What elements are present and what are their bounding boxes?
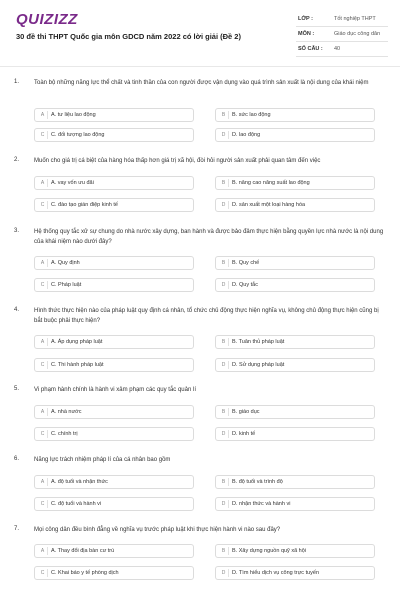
question-number: 6. (14, 456, 20, 462)
option-text: C. Thi hành pháp luật (51, 362, 104, 368)
question-text: Toàn bộ những năng lực thể chất và tinh thần của con người được vận dụng vào quá trình sản xuất là nội dung của khái niệm (34, 80, 369, 86)
question-text: Hệ thống quy tắc xử sự chung do nhà nước xây dựng, ban hành và được bảo đảm thực hiện bằng quyền lực nhà nước là nội dung của khái niệm nào dưới đây? (34, 229, 384, 245)
option-a[interactable] (34, 335, 194, 349)
option-text: A. Quy định (51, 260, 80, 266)
option-a[interactable] (34, 544, 194, 558)
option-text: D. Tìm hiểu dịch vụ công trực tuyến (232, 570, 320, 576)
option-b[interactable] (215, 475, 375, 489)
option-a[interactable] (34, 475, 194, 489)
question-number: 1. (14, 79, 20, 85)
option-c[interactable] (34, 278, 194, 292)
class-value: Tốt nghiệp THPT (334, 16, 376, 22)
option-letter: A (38, 111, 48, 119)
option-text: A. nhà nước (51, 409, 82, 415)
quizizz-logo: QUIZIZZ (16, 11, 78, 28)
option-d[interactable] (215, 566, 375, 580)
option-d[interactable] (215, 278, 375, 292)
divider (296, 41, 388, 42)
question-text: Năng lực trách nhiệm pháp lí của cá nhân bao gồm (34, 457, 171, 463)
option-b[interactable] (215, 335, 375, 349)
option-c[interactable] (34, 427, 194, 441)
option-text: D. Sử dụng pháp luật (232, 362, 285, 368)
option-letter: B (219, 259, 229, 267)
option-text: B. giáo dục (232, 409, 260, 415)
option-d[interactable] (215, 497, 375, 511)
option-text: A. tư liệu lao động (51, 112, 96, 118)
question-count-value: 40 (334, 46, 341, 52)
option-text: C. đào tạo gián điệp kinh tế (51, 202, 118, 208)
option-letter: C (38, 131, 48, 139)
subject-value: Giáo dục công dân (334, 31, 381, 37)
question-text: Muốn cho giá trị cá biệt của hàng hóa thấp hơn giá trị xã hội, đòi hỏi người sản xuất phải quan tâm đến việc (34, 158, 321, 164)
option-letter: B (219, 338, 229, 346)
option-letter: B (219, 547, 229, 555)
option-letter: B (219, 478, 229, 486)
option-text: B. sức lao động (232, 112, 271, 118)
option-letter: D (219, 361, 229, 369)
option-text: B. Quy chế (232, 260, 260, 266)
option-text: C. Khai báo y tế phòng dịch (51, 570, 119, 576)
option-text: D. sản xuất một loại hàng hóa (232, 202, 306, 208)
question-text: Mọi công dân đều bình đẳng về nghĩa vụ trước pháp luật khi thực hiện hành vi nào sau đây? (34, 527, 281, 533)
question-text: Hình thức thực hiện nào của pháp luật quy định cá nhân, tổ chức chủ động thực hiện nghĩa vụ, không chủ động thực hiện cũng bị bắt buộc phải thực hiện? (34, 308, 379, 324)
option-c[interactable] (34, 566, 194, 580)
option-d[interactable] (215, 427, 375, 441)
option-text: A. độ tuổi và nhận thức (51, 479, 108, 485)
option-a[interactable] (34, 256, 194, 270)
option-b[interactable] (215, 176, 375, 190)
question-number: 7. (14, 526, 20, 532)
option-b[interactable] (215, 544, 375, 558)
page-header (0, 0, 400, 67)
option-a[interactable] (34, 176, 194, 190)
option-letter: D (219, 281, 229, 289)
subject-label: MÔN : (298, 31, 315, 37)
document-title: 30 đề thi THPT Quốc gia môn GDCD năm 2022 có lời giải (Đề 2) (16, 32, 241, 41)
option-letter: A (38, 478, 48, 486)
option-a[interactable] (34, 108, 194, 122)
option-letter: D (219, 131, 229, 139)
option-text: A. Thay đổi địa bàn cư trú (51, 548, 115, 554)
question-count-label: SỐ CÂU : (298, 46, 323, 52)
option-letter: C (38, 500, 48, 508)
option-text: B. độ tuổi và trình độ (232, 479, 283, 485)
option-d[interactable] (215, 198, 375, 212)
option-text: A. Áp dụng pháp luật (51, 339, 103, 345)
option-letter: B (219, 111, 229, 119)
option-letter: B (219, 179, 229, 187)
option-text: D. kinh tế (232, 431, 256, 437)
option-d[interactable] (215, 358, 375, 372)
divider (296, 56, 388, 57)
option-b[interactable] (215, 256, 375, 270)
option-text: B. Tuân thủ pháp luật (232, 339, 285, 345)
divider (296, 26, 388, 27)
question-number: 5. (14, 386, 20, 392)
option-letter: D (219, 430, 229, 438)
option-d[interactable] (215, 128, 375, 142)
option-letter: C (38, 569, 48, 577)
option-text: A. vay vốn ưu đãi (51, 180, 94, 186)
option-text: B. Xây dựng nguồn quỹ xã hội (232, 548, 307, 554)
option-text: C. Pháp luật (51, 282, 82, 288)
option-c[interactable] (34, 497, 194, 511)
option-text: C. chính trị (51, 431, 78, 437)
question-number: 4. (14, 307, 20, 313)
option-letter: C (38, 201, 48, 209)
option-text: D. lao động (232, 132, 261, 138)
option-letter: A (38, 408, 48, 416)
option-letter: C (38, 430, 48, 438)
option-text: D. nhận thức và hành vi (232, 501, 291, 507)
option-letter: A (38, 338, 48, 346)
option-c[interactable] (34, 128, 194, 142)
option-letter: D (219, 500, 229, 508)
option-c[interactable] (34, 358, 194, 372)
option-letter: C (38, 361, 48, 369)
question-text: Vi phạm hành chính là hành vi xâm phạm các quy tắc quản lí (34, 387, 196, 393)
option-letter: D (219, 569, 229, 577)
question-number: 2. (14, 157, 20, 163)
option-letter: A (38, 179, 48, 187)
option-letter: D (219, 201, 229, 209)
option-letter: B (219, 408, 229, 416)
option-text: D. Quy tắc (232, 282, 258, 288)
option-letter: A (38, 547, 48, 555)
class-label: LỚP : (298, 16, 313, 22)
question-number: 3. (14, 228, 20, 234)
option-letter: A (38, 259, 48, 267)
option-c[interactable] (34, 198, 194, 212)
option-letter: C (38, 281, 48, 289)
option-text: C. đối tượng lao động (51, 132, 105, 138)
option-b[interactable] (215, 405, 375, 419)
option-a[interactable] (34, 405, 194, 419)
option-text: C. độ tuổi và hành vi (51, 501, 102, 507)
option-b[interactable] (215, 108, 375, 122)
option-text: B. nâng cao năng suất lao động (232, 180, 310, 186)
